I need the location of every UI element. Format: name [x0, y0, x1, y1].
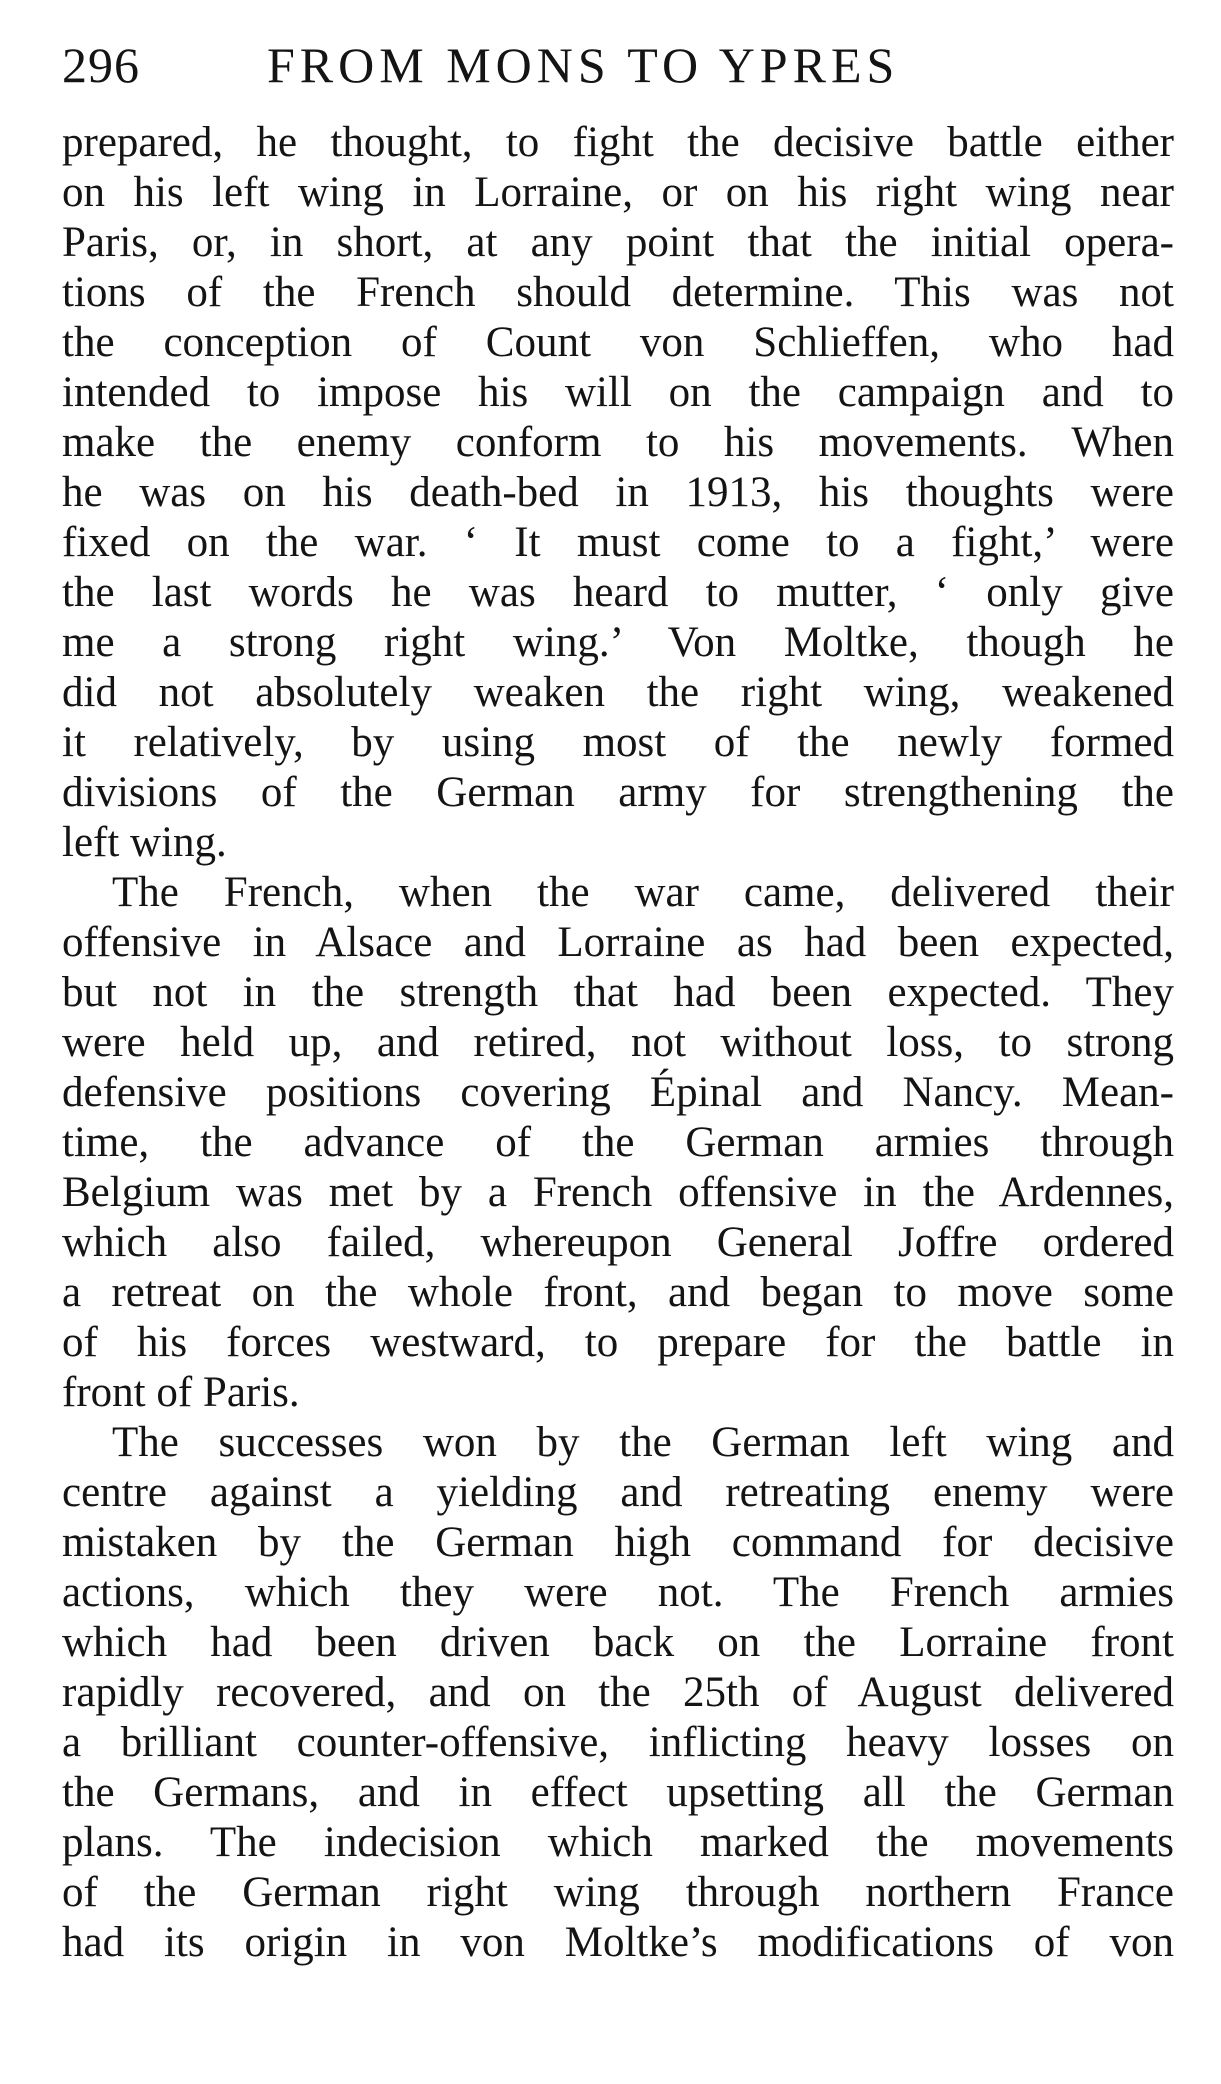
text-line: centre against a yielding and retreating enemy were — [62, 1469, 1174, 1516]
text-line: fixed on the war. ‘ It must come to a fight,’ were — [62, 519, 1174, 566]
text-line: The French, when the war came, delivered their — [112, 869, 1174, 916]
text-line: on his left wing in Lorraine, or on his right wing near — [62, 169, 1174, 216]
text-line: tions of the French should determine. This was not — [62, 269, 1174, 316]
body-text — [62, 118, 1174, 1968]
text-line: the last words he was heard to mutter, ‘ only give — [62, 569, 1174, 616]
text-line: he was on his death-bed in 1913, his thoughts were — [62, 469, 1174, 516]
text-line: mistaken by the German high command for decisive — [62, 1519, 1174, 1566]
text-line: Paris, or, in short, at any point that the initial opera- — [62, 219, 1174, 266]
text-line: left wing. — [62, 819, 227, 866]
text-line: a brilliant counter-offensive, inflicting heavy losses on — [62, 1719, 1174, 1766]
text-line: front of Paris. — [62, 1369, 300, 1416]
paragraph — [62, 1418, 1174, 1968]
text-line: the conception of Count von Schlieffen, who had — [62, 319, 1174, 366]
text-line: rapidly recovered, and on the 25th of August delivered — [62, 1669, 1174, 1716]
running-head — [62, 30, 1172, 100]
text-line: plans. The indecision which marked the movements — [62, 1819, 1174, 1866]
text-line: Belgium was met by a French offensive in the Ardennes, — [62, 1169, 1174, 1216]
page-number: 296 — [62, 37, 140, 93]
text-line: defensive positions covering Épinal and Nancy. Mean- — [62, 1069, 1174, 1116]
paragraph — [62, 868, 1174, 1418]
text-line: of his forces westward, to prepare for the battle in — [62, 1319, 1174, 1366]
text-line: a retreat on the whole front, and began to move some — [62, 1269, 1174, 1316]
text-line: were held up, and retired, not without loss, to strong — [62, 1019, 1174, 1066]
text-line: intended to impose his will on the campaign and to — [62, 369, 1174, 416]
text-line: the Germans, and in effect upsetting all the German — [62, 1769, 1174, 1816]
text-line: prepared, he thought, to fight the decisive battle either — [62, 119, 1174, 166]
paragraph — [62, 118, 1174, 868]
text-line: make the enemy conform to his movements. When — [62, 419, 1174, 466]
text-line: offensive in Alsace and Lorraine as had been expected, — [62, 919, 1174, 966]
running-title: FROM MONS TO YPRES — [267, 37, 900, 93]
text-line: divisions of the German army for strengthening the — [62, 769, 1174, 816]
text-line: had its origin in von Moltke’s modifications of von — [62, 1919, 1174, 1966]
text-line: it relatively, by using most of the newly formed — [62, 719, 1174, 766]
text-line: which also failed, whereupon General Joffre ordered — [62, 1219, 1174, 1266]
text-line: actions, which they were not. The French armies — [62, 1569, 1174, 1616]
text-line: me a strong right wing.’ Von Moltke, though he — [62, 619, 1174, 666]
text-line: but not in the strength that had been expected. They — [62, 969, 1174, 1016]
text-line: of the German right wing through northern France — [62, 1869, 1174, 1916]
text-line: The successes won by the German left wing and — [112, 1419, 1174, 1466]
text-line: did not absolutely weaken the right wing, weakened — [62, 669, 1174, 716]
text-line: time, the advance of the German armies through — [62, 1119, 1174, 1166]
text-line: which had been driven back on the Lorraine front — [62, 1619, 1174, 1666]
